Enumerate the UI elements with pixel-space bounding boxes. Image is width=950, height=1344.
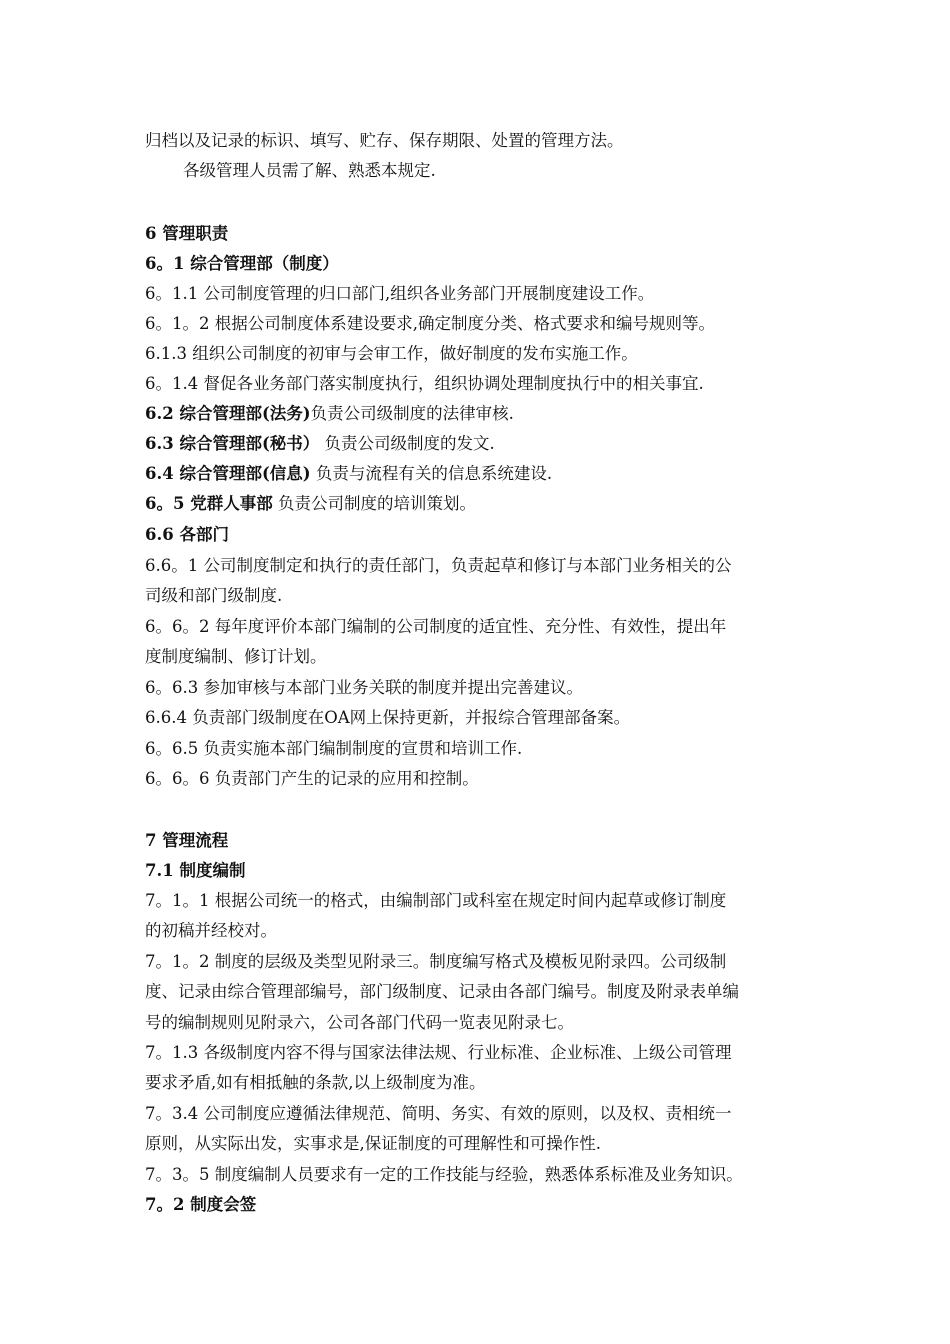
section-6-6-heading: 6.6 各部门 <box>145 525 229 544</box>
item-6-1-1: 6。1.1 公司制度管理的归口部门,组织各业务部门开展制度建设工作。 <box>145 284 655 303</box>
item-6-3-text: 负责公司级制度的发文. <box>319 434 495 453</box>
intro-line-2: 各级管理人员需了解、熟悉本规定. <box>183 161 436 180</box>
item-6-2-label: 6.2 综合管理部(法务) <box>145 404 311 423</box>
item-6-5 <box>145 493 845 515</box>
item-6-4-text: 负责与流程有关的信息系统建设. <box>310 464 553 483</box>
section-6-heading: 6 管理职责 <box>145 224 229 243</box>
item-6-6-line-3: 6。6。2 每年度评价本部门编制的公司制度的适宜性、充分性、有效性，提出年 <box>145 617 727 636</box>
item-7-1-line-2: 的初稿并经校对。 <box>145 921 277 940</box>
item-7-1-line-7: 要求矛盾,如有相抵触的条款,以上级制度为准。 <box>145 1073 486 1092</box>
item-6-6-line-4: 度制度编制、修订计划。 <box>145 647 327 666</box>
item-6-6-line-6: 6.6.4 负责部门级制度在OA网上保持更新，并报综合管理部备案。 <box>145 708 631 727</box>
item-6-2-text: 负责公司级制度的法律审核. <box>310 404 514 423</box>
item-6-6-line-7: 6。6.5 负责实施本部门编制制度的宣贯和培训工作. <box>145 739 523 758</box>
item-6-3 <box>145 433 845 455</box>
item-6-2 <box>145 403 845 425</box>
item-7-1-line-5: 号的编制规则见附录六，公司各部门代码一览表见附录七。 <box>145 1013 574 1032</box>
item-7-1-line-8: 7。3.4 公司制度应遵循法律规范、简明、务实、有效的原则，以及权、责相统一 <box>145 1104 732 1123</box>
item-6-1-3: 6.1.3 组织公司制度的初审与会审工作，做好制度的发布实施工作。 <box>145 344 638 363</box>
item-6-5-label: 6。5 党群人事部 <box>145 494 273 513</box>
item-6-5-text: 负责公司制度的培训策划。 <box>272 494 476 513</box>
item-6-6-line-8: 6。6。6 负责部门产生的记录的应用和控制。 <box>145 769 479 788</box>
section-7-1-heading: 7.1 制度编制 <box>145 861 246 880</box>
item-6-4 <box>145 463 845 485</box>
item-6-6-line-1: 6.6。1 公司制度制定和执行的责任部门，负责起草和修订与本部门业务相关的公 <box>145 556 732 575</box>
item-6-3-label: 6.3 综合管理部(秘书） <box>145 434 320 453</box>
item-7-1-line-9: 原则，从实际出发，实事求是,保证制度的可理解性和可操作性. <box>145 1134 601 1153</box>
section-7-heading: 7 管理流程 <box>145 831 229 850</box>
section-6-1-heading: 6。1 综合管理部（制度） <box>145 254 339 273</box>
section-7-2-heading: 7。2 制度会签 <box>145 1195 257 1214</box>
item-7-1-line-6: 7。1.3 各级制度内容不得与国家法律法规、行业标准、企业标准、上级公司管理 <box>145 1043 732 1062</box>
item-6-6-line-2: 司级和部门级制度. <box>145 586 283 605</box>
item-7-1-line-3: 7。1。2 制度的层级及类型见附录三。制度编写格式及模板见附录四。公司级制 <box>145 952 727 971</box>
item-7-1-line-4: 度、记录由综合管理部编号，部门级制度、记录由各部门编号。制度及附录表单编 <box>145 982 739 1001</box>
item-7-1-line-10: 7。3。5 制度编制人员要求有一定的工作技能与经验，熟悉体系标准及业务知识。 <box>145 1165 743 1184</box>
item-6-4-label: 6.4 综合管理部(信息) <box>145 464 311 483</box>
item-6-6-line-5: 6。6.3 参加审核与本部门业务关联的制度并提出完善建议。 <box>145 678 583 697</box>
item-7-1-line-1: 7。1。1 根据公司统一的格式，由编制部门或科室在规定时间内起草或修订制度 <box>145 891 727 910</box>
item-6-1-2: 6。1。2 根据公司制度体系建设要求,确定制度分类、格式要求和编号规则等。 <box>145 314 715 333</box>
intro-line-1: 归档以及记录的标识、填写、贮存、保存期限、处置的管理方法。 <box>145 131 624 150</box>
item-6-1-4: 6。1.4 督促各业务部门落实制度执行，组织协调处理制度执行中的相关事宜. <box>145 374 704 393</box>
